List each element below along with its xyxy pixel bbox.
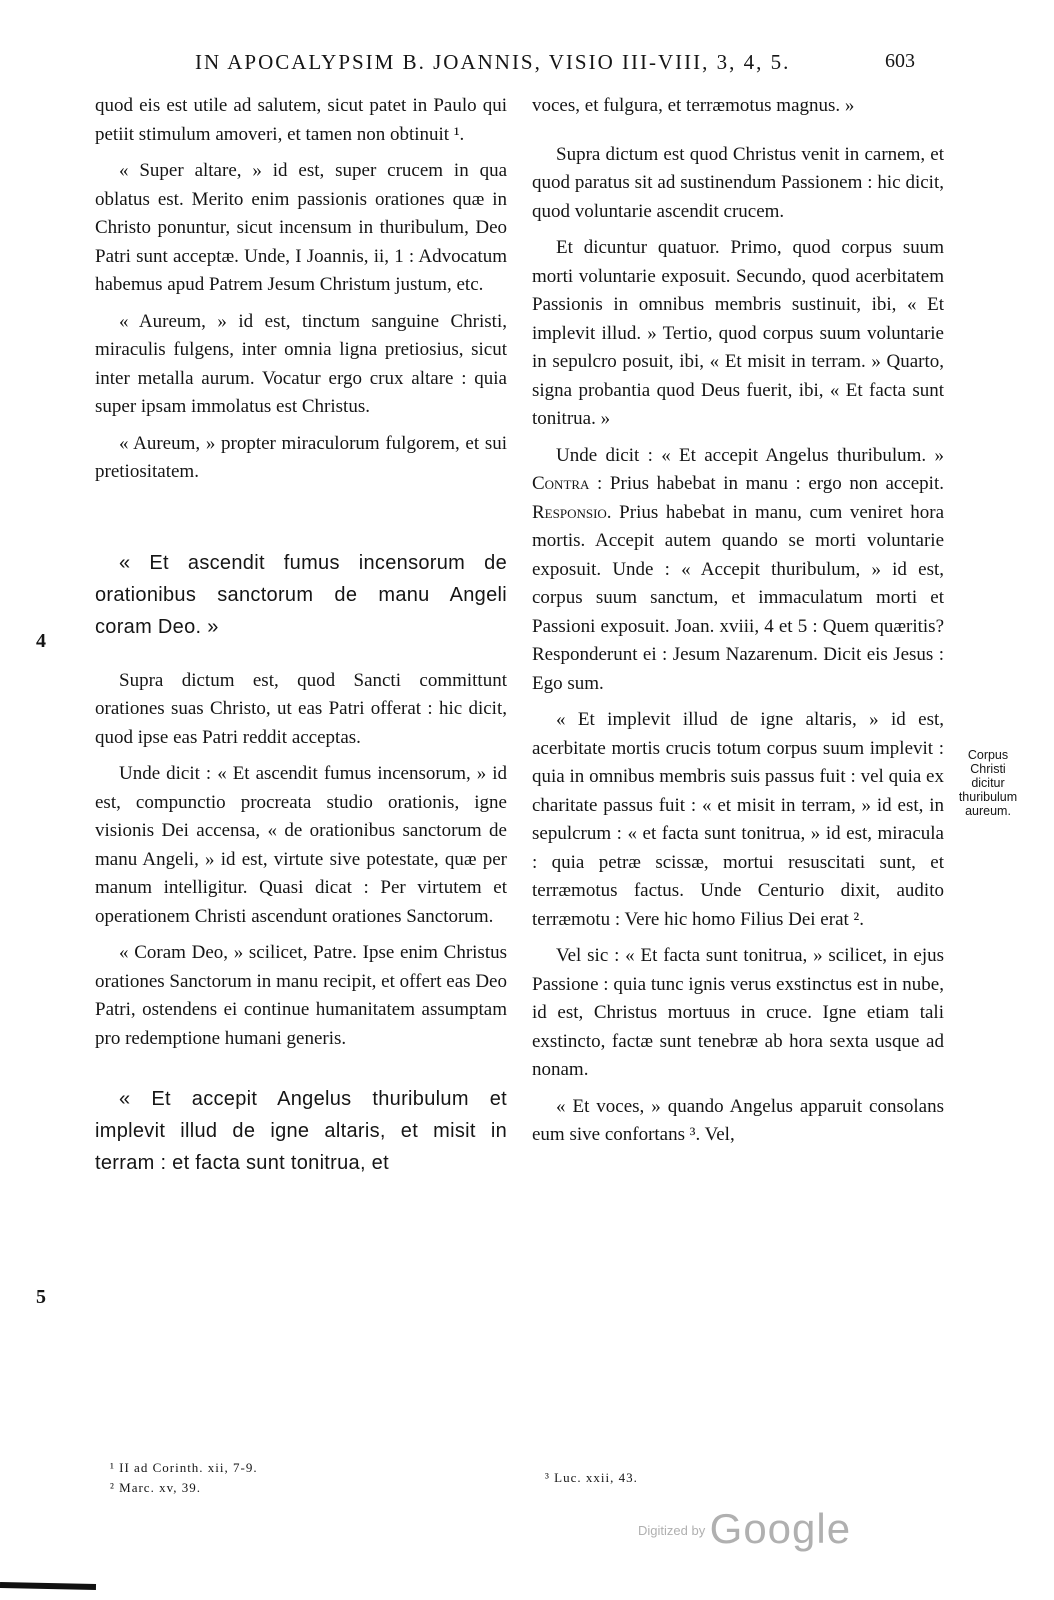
running-header xyxy=(95,50,915,86)
digitized-watermark xyxy=(638,1505,851,1555)
paragraph: « Et voces, » quando Angelus apparuit consolans eum sive confortans ³. Vel, xyxy=(532,1095,944,1145)
running-title: IN APOCALYPSIM B. JOANNIS, VISIO III-VIII, 3, 4, 5. xyxy=(195,50,791,74)
paragraph: « Et implevit illud de igne altaris, » id est, acerbitate mortis crucis totum corpus suum implevit : quia in omnibus membris suis passus fuit : vel quia ex charitate passus fuit : « et misit in terram, » id est, in sepulcrum : « et facta sunt tonitrua, » id est, miracula : quia petræ scissæ, mortui resuscitati sunt, et terræmotus factus. Unde Centurio dixit, audito terræmotu : Vere hic homo Filius Dei erat ². xyxy=(532,709,944,930)
paragraph: « Aureum, » propter miraculorum fulgorem, et sui pretiositatem. xyxy=(95,432,507,482)
verse-5-text: « Et accepit Angelus thuribulum et implevit illud de igne altaris, et misit in terram : et facta sunt tonitrua, et xyxy=(95,1088,507,1174)
paragraph: « Coram Deo, » scilicet, Patre. Ipse enim Christus orationes Sanctorum in manu recipit, et offert eas Deo Patri, ostendens ei continue humanitatem assumptam pro redemptione humani generis. xyxy=(95,942,507,1049)
paragraph: Unde dicit : « Et ascendit fumus incensorum, » id est, compunctio procreata studio orationis, igne visionis Dei accensa, « de orationibus sanctorum de manu Angeli, » id est, virtute sive potestate, quæ per manum intelligitur. Quasi dicat : Per virtutem et operationem Christi ascendunt orationes Sanctorum. xyxy=(95,763,507,927)
paragraph xyxy=(532,442,944,699)
footnote: ¹ II ad Corinth. xii, 7-9. xyxy=(110,1460,258,1475)
footnote: ² Marc. xv, 39. xyxy=(110,1480,201,1495)
page-number: 603 xyxy=(885,50,915,72)
footnotes-left xyxy=(110,1458,490,1498)
paragraph: quod eis est utile ad salutem, sicut patet in Paulo qui petiit stimulum amoveri, et tamen non obtinuit ¹. xyxy=(95,95,507,145)
paragraph: Supra dictum est, quod Sancti committunt orationes suas Christo, ut eas Patri offerat : hic dicit, quod ipse eas Patri reddit acceptas. xyxy=(95,669,507,748)
verse-4-text: « Et ascendit fumus incensorum de orationibus sanctorum de manu Angeli coram Deo. » xyxy=(95,551,507,638)
text-run: Unde dicit : « Et accepit Angelus thuribulum. » xyxy=(556,444,944,466)
scan-edge-mark xyxy=(0,1582,96,1590)
paragraph: « Super altare, » id est, super crucem in qua oblatus est. Merito enim passionis orationes quæ in Christo ponuntur, sicut incensum in thuribulum, Deo Patri sunt acceptæ. Unde, I Joannis, ii, 1 : Advocatum habemus apud Patrem Jesum Christum justum, etc. xyxy=(95,160,507,295)
paragraph: Et dicuntur quatuor. Primo, quod corpus suum morti voluntarie exposuit. Secundo, quod acerbitatem Passionis in omnibus membris sustinuit, ibi, « Et implevit illud. » Tertio, quod corpus suum voluntarie in sepulcro posuit, ibi, « Et misit in terram. » Quarto, signa probantia quod Deus fuerit, ibi, « Et facta sunt tonitrua. » xyxy=(532,237,944,429)
paragraph: Supra dictum est quod Christus venit in carnem, et quod paratus sit ad sustinendum Passionem : hic dicit, quod voluntarie ascendit crucem. xyxy=(532,143,944,222)
verse-number-5: 5 xyxy=(36,1286,46,1308)
paragraph: Vel sic : « Et facta sunt tonitrua, » scilicet, in ejus Passione : quia tunc ignis verus exstinctus est in nube, id est, Christus mortuus in cruce. Igne etiam tali exstincto, factæ sunt tenebræ ab hora sexta usque ad nonam. xyxy=(532,945,944,1080)
margin-note: Corpus Christi dicitur thuribulum aureum. xyxy=(958,748,1018,818)
text-run: Prius habebat in manu, cum veniret hora mortis. Accepit autem quando se morti voluntarie exposuit. Unde : « Accepit thuribulum, » id est, corpus suum sanctum, et immaculatum morti et Passioni exposuit. Joan. xviii, 4 et 5 : Quem quæritis? Responderunt ei : Jesum Nazarenum. Dicit eis Jesus : Ego sum. xyxy=(532,501,944,694)
google-logo: Google xyxy=(709,1505,852,1552)
text-run: : Prius habebat in manu : ergo non accepit. xyxy=(589,473,944,494)
paragraph: voces, et fulgura, et terræmotus magnus. » xyxy=(532,95,855,116)
watermark-by: Digitized by xyxy=(638,1523,706,1538)
footnote: ³ Luc. xxii, 43. xyxy=(545,1470,638,1485)
paragraph: « Aureum, » id est, tinctum sanguine Christi, miraculis fulgens, inter omnia ligna pretiosius, sicut inter metalla aurum. Vocatur ergo crux altare : quia super ipsam immolatus est Christus. xyxy=(95,310,507,417)
contra-label: Contra xyxy=(532,473,590,494)
responsio-label: Responsio. xyxy=(532,501,612,523)
footnotes-right xyxy=(545,1468,845,1488)
right-column xyxy=(532,92,944,1158)
left-column xyxy=(95,92,507,1203)
verse-number-4: 4 xyxy=(36,630,46,652)
